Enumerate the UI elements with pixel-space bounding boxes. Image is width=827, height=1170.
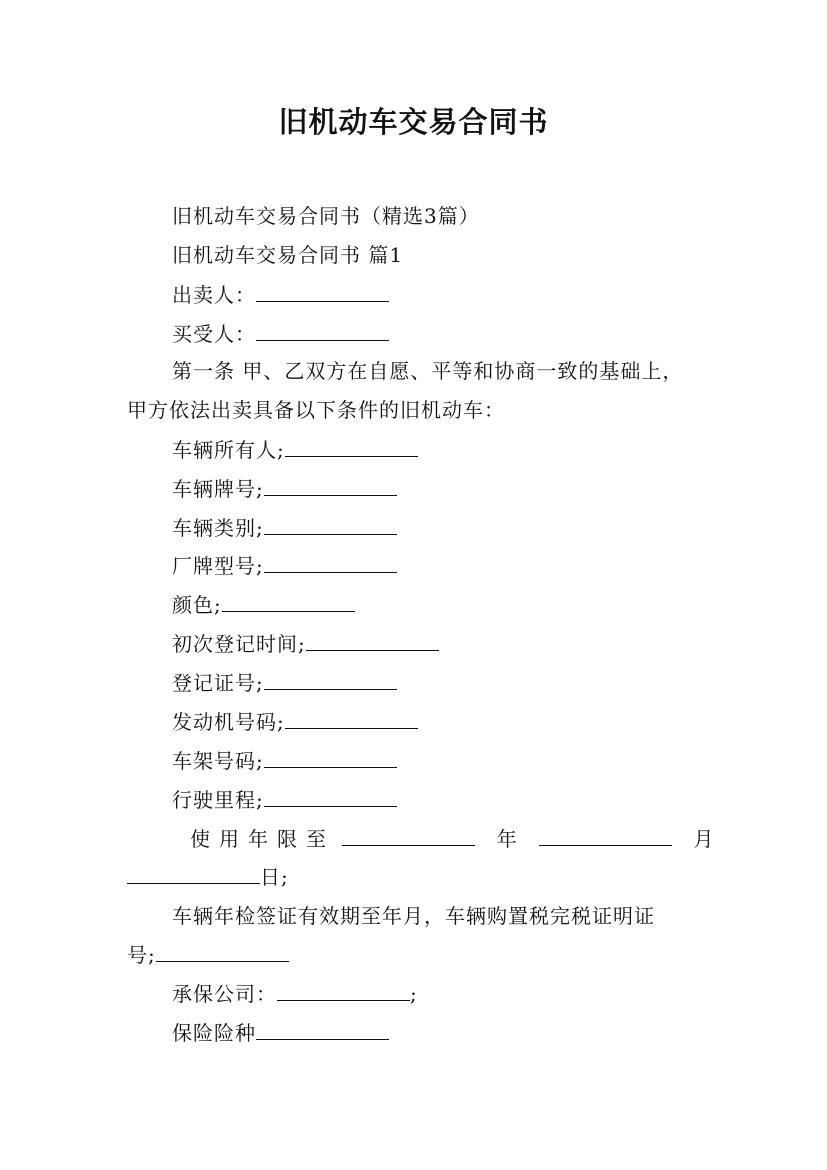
field-registration-number [172, 667, 397, 696]
document-title: 旧机动车交易合同书 [278, 105, 549, 139]
inspection-label: 号; [127, 943, 156, 967]
field-label: 车辆所有人; [172, 438, 285, 462]
field-blank [285, 455, 418, 457]
usage-month-blank [539, 844, 672, 846]
field-engine-number [172, 706, 418, 735]
field-mileage [172, 784, 397, 813]
field-blank [264, 688, 397, 690]
field-label: 登记证号; [172, 671, 264, 695]
buyer-blank [256, 339, 389, 341]
usage-prefix: 使用年限至 [190, 827, 335, 851]
section-heading: 旧机动车交易合同书 篇1 [172, 243, 404, 267]
seller-label: 出卖人： [172, 283, 256, 307]
field-plate [172, 473, 397, 502]
insurer-line [172, 978, 418, 1007]
insurer-blank [277, 999, 410, 1001]
field-blank [264, 805, 397, 807]
insurance-type-line [172, 1017, 389, 1046]
buyer-label: 买受人： [172, 322, 256, 346]
field-label: 车辆牌号; [172, 477, 264, 501]
field-color [172, 589, 355, 618]
field-frame-number [172, 745, 397, 774]
field-blank [285, 727, 418, 729]
clause1-line1: 第一条 甲、乙双方在自愿、平等和协商一致的基础上， [172, 359, 684, 383]
field-blank [264, 571, 397, 573]
seller-line [172, 279, 389, 308]
insurer-label: 承保公司： [172, 982, 277, 1006]
document-subtitle: 旧机动车交易合同书（精选3篇） [172, 204, 480, 228]
inspection-line2 [127, 939, 289, 968]
usage-term-line [190, 823, 714, 852]
field-label: 车辆类别; [172, 516, 264, 540]
usage-day-blank [127, 882, 260, 884]
field-blank [264, 766, 397, 768]
inspection-line1: 车辆年检签证有效期至年月，车辆购置税完税证明证 [172, 904, 655, 928]
field-model [172, 550, 397, 579]
insurer-suffix: ; [410, 982, 418, 1006]
usage-month-label: 月 [693, 827, 715, 851]
field-first-registration [172, 628, 439, 657]
usage-year-blank [342, 844, 475, 846]
tax-certificate-blank [156, 960, 289, 962]
insurance-type-label: 保险险种 [172, 1021, 256, 1045]
field-label: 车架号码; [172, 749, 264, 773]
field-label: 初次登记时间; [172, 632, 306, 656]
field-blank [306, 649, 439, 651]
insurance-type-blank [256, 1038, 389, 1040]
field-owner [172, 434, 418, 463]
field-blank [222, 610, 355, 612]
usage-day-label: 日; [260, 865, 289, 889]
seller-blank [256, 300, 389, 302]
buyer-line [172, 318, 389, 347]
field-label: 行驶里程; [172, 788, 264, 812]
field-label: 厂牌型号; [172, 554, 264, 578]
field-label: 颜色; [172, 593, 222, 617]
field-category [172, 512, 397, 541]
field-blank [264, 533, 397, 535]
field-blank [264, 494, 397, 496]
clause1-line2: 甲方依法出卖具备以下条件的旧机动车： [127, 398, 505, 422]
usage-year-label: 年 [496, 827, 518, 851]
usage-day-line [127, 861, 289, 890]
field-label: 发动机号码; [172, 710, 285, 734]
